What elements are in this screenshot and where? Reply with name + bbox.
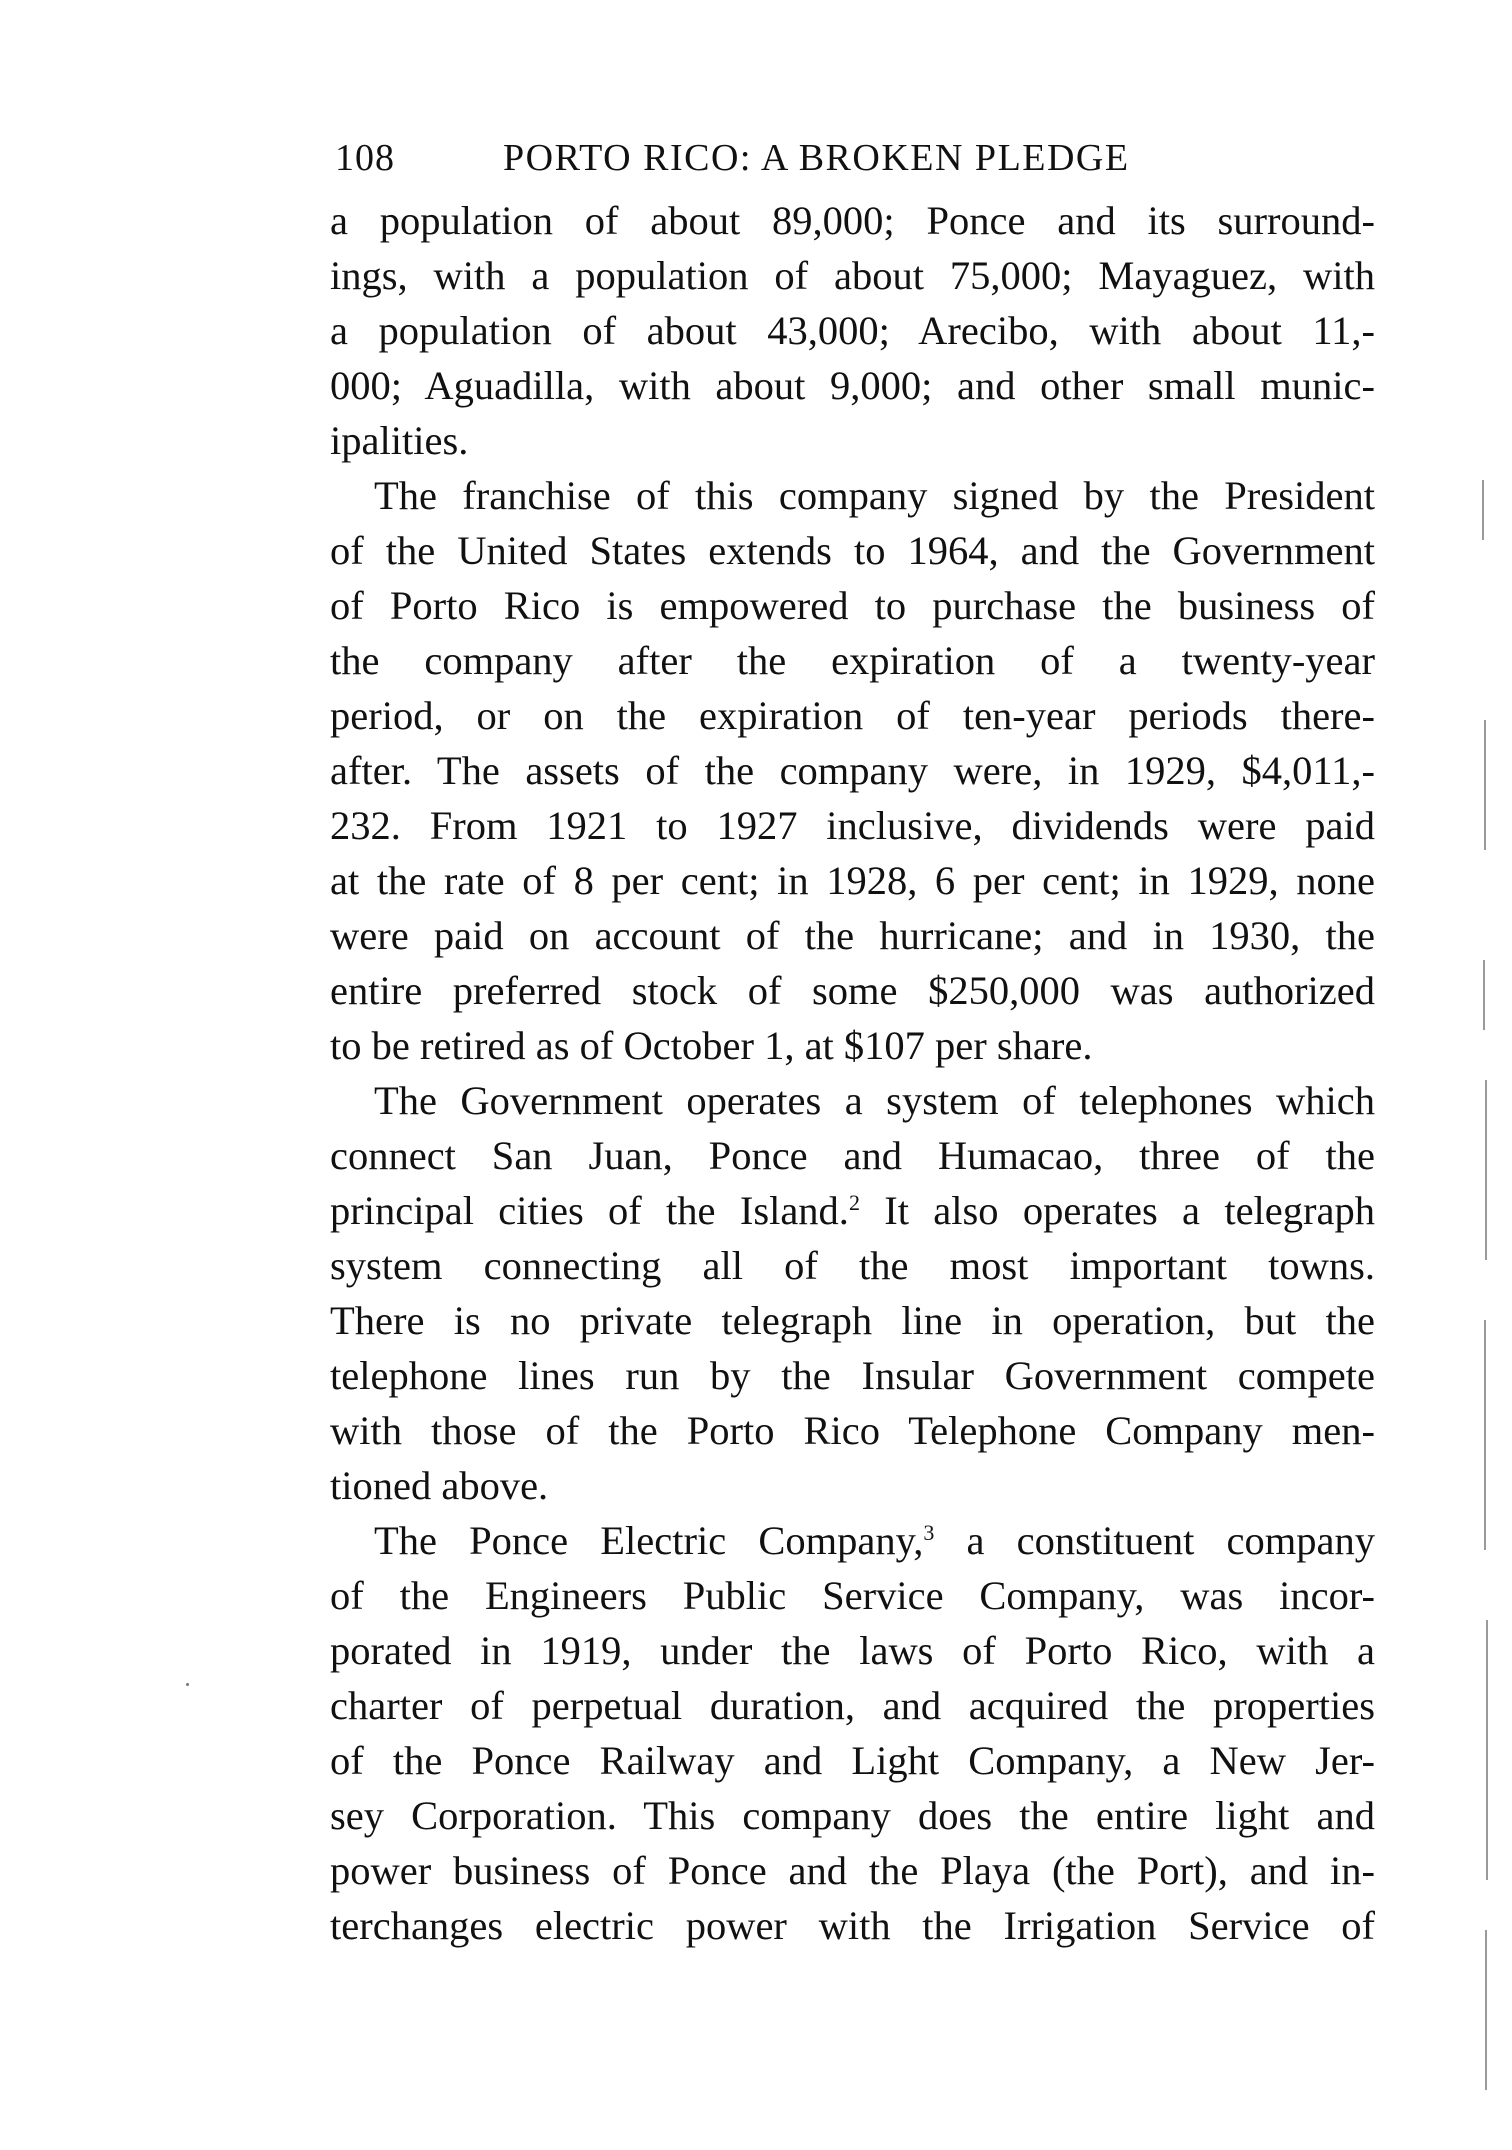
text-line [330,1183,1375,1238]
text-line [330,1513,1375,1568]
scan-mark [1485,1930,1487,2090]
paragraph-1 [330,193,1375,468]
footnote-marker-3: 3 [923,1520,935,1545]
paragraph-2 [330,468,1375,1073]
scan-mark [1484,1320,1486,1550]
text-line: with those of the Porto Rico Telephone Company men- [330,1408,1375,1453]
text-line: telephone lines run by the Insular Government compete [330,1353,1375,1398]
text-line: power business of Ponce and the Playa (the Port), and in- [330,1848,1375,1893]
text-line: tioned above. [330,1463,549,1508]
text-line: were paid on account of the hurricane; and in 1930, the [330,913,1375,958]
running-head: PORTO RICO: A BROKEN PLEDGE [503,137,1130,179]
paragraph-3 [330,1073,1375,1513]
page-body [330,193,1375,1953]
text-line: connect San Juan, Ponce and Humacao, three of the [330,1133,1375,1178]
text-line: period, or on the expiration of ten-year periods there- [330,693,1375,738]
text-line: of the Ponce Railway and Light Company, a New Jer- [330,1738,1375,1783]
footnote-marker-2: 2 [848,1190,860,1215]
page-header [335,128,1375,188]
text-line: at the rate of 8 per cent; in 1928, 6 per cent; in 1929, none [330,858,1375,903]
text-fragment: a constituent company [934,1518,1375,1563]
text-line: porated in 1919, under the laws of Porto Rico, with a [330,1628,1375,1673]
paragraph-4 [330,1513,1375,1953]
text-line: a population of about 89,000; Ponce and its surround- [330,198,1375,243]
text-fragment: principal cities of the Island. [330,1188,849,1233]
scan-speck [186,1683,189,1686]
text-line: system connecting all of the most important towns. [330,1243,1375,1288]
text-line: The franchise of this company signed by the President [374,473,1375,518]
text-line: to be retired as of October 1, at $107 per share. [330,1023,1093,1068]
text-line: ings, with a population of about 75,000; Mayaguez, with [330,253,1375,298]
text-fragment: The Ponce Electric Company, [374,1518,924,1563]
scan-mark [1486,1620,1488,1880]
text-line: 232. From 1921 to 1927 inclusive, dividends were paid [330,803,1375,848]
scan-mark [1484,720,1486,850]
text-line: terchanges electric power with the Irrigation Service of [330,1903,1375,1948]
scan-mark [1485,1080,1487,1260]
scan-mark [1482,480,1484,540]
scan-edge-marks [1478,0,1498,2150]
text-line: after. The assets of the company were, in 1929, $4,011,- [330,748,1375,793]
text-line: of the Engineers Public Service Company, was incor- [330,1573,1375,1618]
text-line: a population of about 43,000; Arecibo, with about 11,- [330,308,1375,353]
text-line: the company after the expiration of a twenty-year [330,638,1375,683]
text-line: charter of perpetual duration, and acquired the properties [330,1683,1375,1728]
scan-mark [1483,960,1485,1030]
text-line: of the United States extends to 1964, and the Government [330,528,1375,573]
text-line: of Porto Rico is empowered to purchase the business of [330,583,1375,628]
text-line: 000; Aguadilla, with about 9,000; and other small munic- [330,363,1375,408]
text-line: entire preferred stock of some $250,000 was authorized [330,968,1375,1013]
text-line: The Government operates a system of telephones which [374,1078,1375,1123]
text-line: There is no private telegraph line in operation, but the [330,1298,1375,1343]
text-line: sey Corporation. This company does the entire light and [330,1793,1375,1838]
text-line: ipalities. [330,418,469,463]
text-fragment: It also operates a telegraph [859,1188,1375,1233]
page-number: 108 [335,137,395,179]
